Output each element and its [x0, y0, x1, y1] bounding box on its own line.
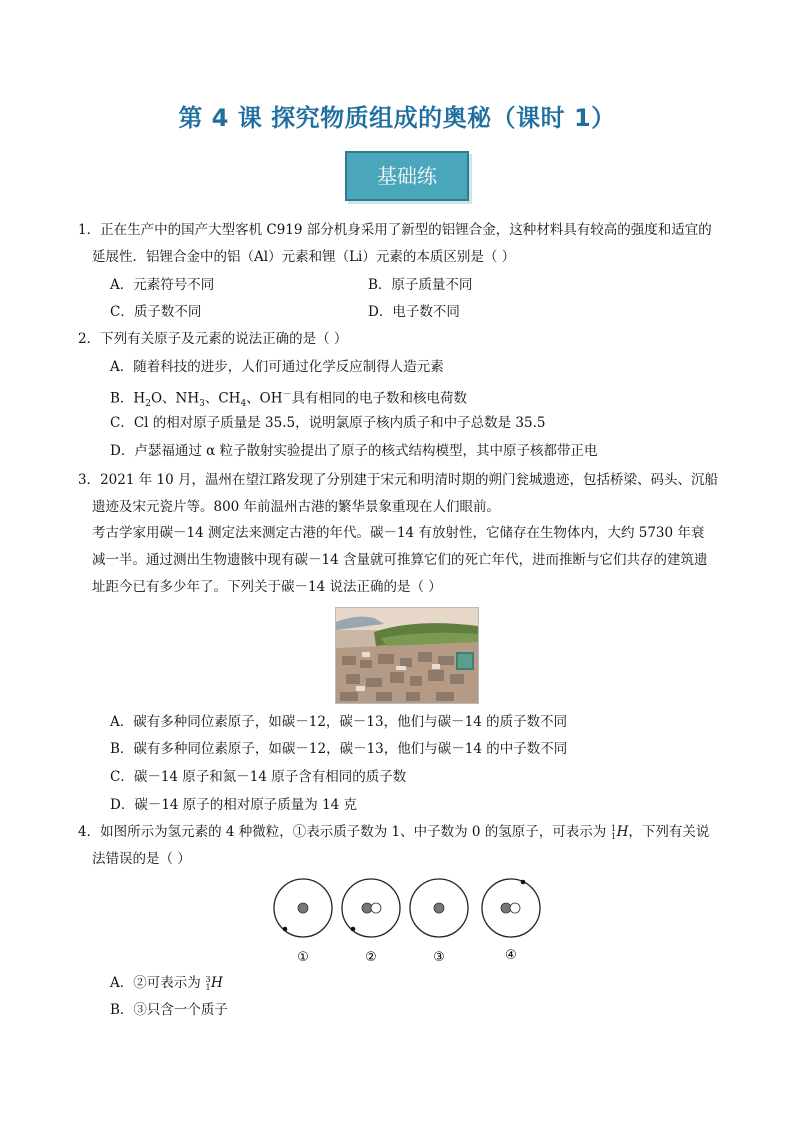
q4-stem-text: 4．如图所示为氢元素的 4 种微粒，①表示质子数为 1、中子数为 0 的氢原子，可表示为: [78, 824, 611, 840]
q4-option-a: [110, 973, 223, 993]
q2-stem: 2．下列有关原子及元素的说法正确的是（ ）: [78, 331, 348, 347]
q2-option-d: D．卢瑟福通过 α 粒子散射实验提出了原子的核式结构模型，其中原子核都带正电: [110, 443, 598, 459]
q2-b-part: O、NH: [150, 390, 200, 407]
particle-label: ②: [365, 950, 377, 965]
mass-number: 1: [611, 823, 617, 833]
q3-stem-line4: 减一半。通过测出生物遗骸中现有碳－14 含量就可推算它们的死亡年代，进而推断与它们共存的建筑遗: [92, 552, 708, 568]
particle-1-proton: [298, 903, 308, 913]
q4-stem-line2: 法错误的是（ ）: [92, 851, 191, 867]
hydrogen-1-notation: [611, 825, 617, 841]
q4-stem-text: ，下列有关说: [628, 824, 710, 840]
q3-option-b: B．碳有多种同位素原子，如碳－12，碳－13，他们与碳－14 的中子数不同: [110, 741, 568, 757]
page-title: 第 4 课 探究物质组成的奥秘（课时 1）: [178, 104, 616, 132]
q4-option-b: B．③只含一个质子: [110, 1002, 228, 1018]
atomic-number: 1: [205, 982, 211, 992]
particle-4-proton: [501, 903, 511, 913]
particle-3-proton: [434, 903, 444, 913]
q3-stem-line2: 遗迹及宋元瓷片等。800 年前温州古港的繁华景象重现在人们眼前。: [92, 499, 501, 515]
q1-option-c: C．质子数不同: [110, 304, 202, 320]
q2-b-sup: －: [282, 390, 292, 400]
element-symbol: H: [616, 824, 629, 840]
particle-label: ③: [433, 950, 445, 965]
mass-number: 3: [205, 974, 211, 984]
hydrogen-particles-diagram: [270, 878, 546, 974]
particle-4-neutron: [510, 903, 520, 913]
q4-a-text: A．②可表示为: [110, 975, 206, 991]
q1-stem-line1: 1．正在生产中的国产大型客机 C919 部分机身采用了新型的铝锂合金，这种材料具有较高的强度和适宜的: [78, 222, 712, 238]
q3-option-a: A．碳有多种同位素原子，如碳－12，碳－13，他们与碳－14 的质子数不同: [110, 714, 568, 730]
atomic-number: 1: [611, 831, 617, 841]
q2-option-a: A．随着科技的进步，人们可通过化学反应制得人造元素: [110, 359, 444, 375]
particle-2-electron: [351, 927, 356, 932]
q3-stem-line1: 3．2021 年 10 月，温州在望江路发现了分别建于宋元和明清时期的朔门瓮城遗迹，包括桥梁、码头、沉船: [78, 472, 718, 488]
particle-label: ④: [505, 948, 517, 963]
q1-option-d: D．电子数不同: [368, 304, 460, 320]
particles-svg: [270, 878, 546, 974]
particle-2-proton: [362, 903, 372, 913]
q1-option-b: B．原子质量不同: [368, 277, 473, 293]
q3-option-c: C．碳－14 原子和氮－14 原子含有相同的质子数: [110, 769, 407, 785]
site-photo-illustration: [336, 608, 478, 703]
q2-b-sub: 4: [240, 399, 247, 410]
q2-b-part: 具有相同的电子数和核电荷数: [291, 390, 468, 407]
section-badge: 基础练: [345, 151, 469, 201]
q2-b-sub: 3: [199, 399, 205, 410]
q2-b-sub: 2: [145, 399, 151, 410]
q2-b-part: 、OH: [246, 390, 283, 407]
q1-option-a: A．元素符号不同: [110, 277, 215, 293]
archaeology-site-photo: [335, 607, 479, 704]
q2-option-b: [110, 385, 467, 414]
particle-4-electron: [521, 880, 526, 885]
particle-label: ①: [297, 950, 309, 965]
q3-stem-line3: 考古学家用碳－14 测定法来测定古港的年代。碳－14 有放射性，它储存在生物体内，大约 5730 年衰: [92, 525, 705, 541]
q3-stem-line5: 址距今已有多少年了。下列关于碳－14 说法正确的是（ ）: [92, 579, 442, 595]
hydrogen-3-notation: [205, 976, 211, 992]
q2-option-c: C．Cl 的相对原子质量是 35.5，说明氯原子核内质子和中子总数是 35.5: [110, 415, 546, 431]
particle-2-neutron: [371, 903, 381, 913]
q2-b-part: 、CH: [204, 390, 241, 407]
element-symbol: H: [211, 975, 223, 991]
q3-option-d: D．碳－14 原子的相对原子质量为 14 克: [110, 797, 358, 813]
q2-b-part: B．H: [110, 390, 146, 407]
q4-stem-line1: [78, 822, 709, 842]
particle-1-electron: [283, 927, 288, 932]
q1-stem-line2: 延展性．铝锂合金中的铝（Al）元素和锂（Li）元素的本质区别是（ ）: [92, 249, 516, 265]
